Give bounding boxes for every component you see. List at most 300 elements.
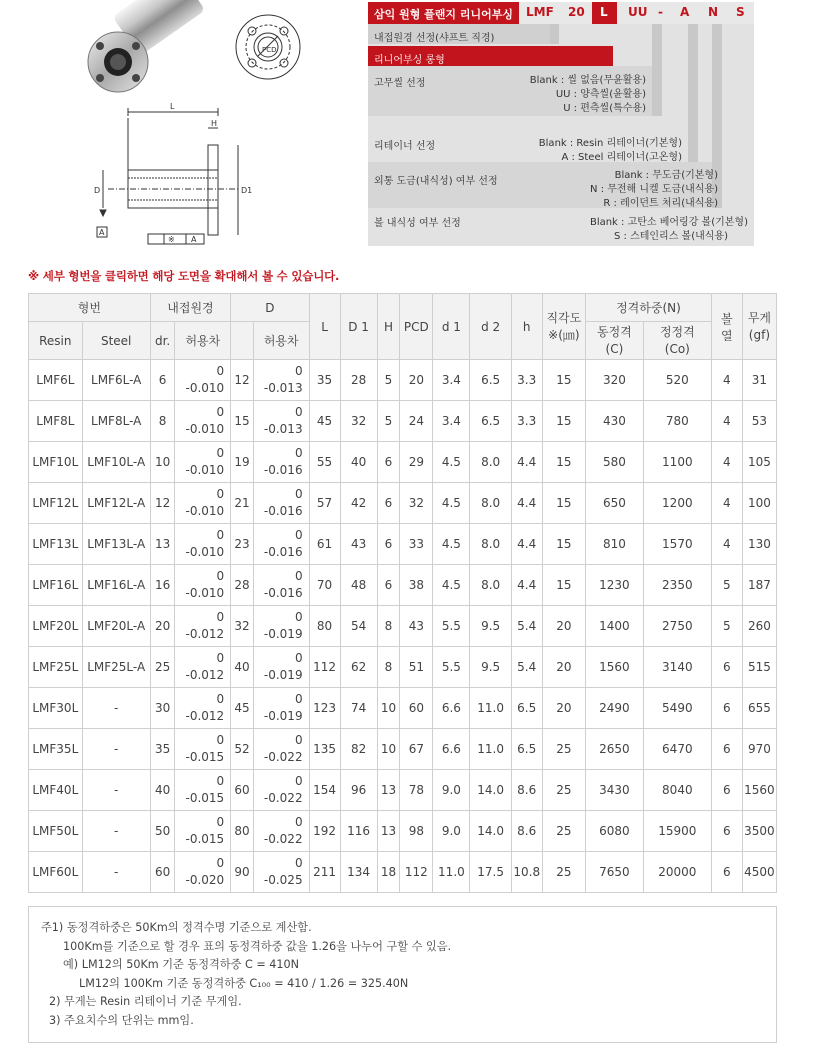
cell-perp: 15 — [542, 401, 585, 442]
model-steel-link[interactable]: - — [82, 770, 150, 811]
cell-balls: 5 — [711, 606, 742, 647]
cell-Co: 6470 — [643, 729, 711, 770]
cell-wt: 4500 — [742, 852, 776, 893]
tolerance-cell — [175, 524, 231, 565]
dim-D1-label: D1 — [241, 186, 253, 195]
tolerance-lower: -0.010 — [185, 586, 225, 600]
header-weight: 무게 (gf) — [742, 294, 776, 360]
cell-balls: 5 — [711, 565, 742, 606]
note-line: 2) 무게는 Resin 리테이너 기준 무게임. — [49, 995, 242, 1008]
cell-Co: 15900 — [643, 811, 711, 852]
cell-L: 192 — [309, 811, 340, 852]
cell-balls: 4 — [711, 442, 742, 483]
tolerance-lower: -0.012 — [185, 627, 225, 641]
table-row — [29, 483, 777, 524]
code-segment-retainer: A — [680, 5, 690, 19]
cell-perp: 15 — [542, 524, 585, 565]
cell-h: 3.3 — [511, 360, 542, 401]
cell-Co: 2750 — [643, 606, 711, 647]
cell-H: 6 — [377, 442, 400, 483]
cell-dr: 6 — [150, 360, 175, 401]
model-steel-link[interactable]: - — [82, 811, 150, 852]
cell-d1: 5.5 — [433, 647, 470, 688]
model-steel-link[interactable]: LMF10L-A — [82, 442, 150, 483]
cell-dr: 16 — [150, 565, 175, 606]
cell-d2: 14.0 — [470, 811, 511, 852]
tolerance-upper: 0 — [294, 610, 303, 624]
model-resin-link[interactable]: LMF12L — [29, 483, 83, 524]
model-resin-link[interactable]: LMF50L — [29, 811, 83, 852]
cell-perp: 15 — [542, 483, 585, 524]
tolerance-cell — [253, 483, 309, 524]
product-header — [0, 0, 814, 255]
header-D-tolerance: 허용차 — [253, 322, 309, 360]
code-separator: - — [658, 5, 663, 19]
cell-perp: 15 — [542, 565, 585, 606]
model-steel-link[interactable]: LMF16L-A — [82, 565, 150, 606]
table-row — [29, 852, 777, 893]
cell-wt: 53 — [742, 401, 776, 442]
cell-h: 10.8 — [511, 852, 542, 893]
cell-D1: 32 — [340, 401, 377, 442]
cell-PCD: 32 — [400, 483, 433, 524]
cell-wt: 1560 — [742, 770, 776, 811]
note-line: 예) LM12의 50Km 기준 동정격하중 C = 410N — [63, 958, 300, 971]
header-D1: D 1 — [340, 294, 377, 360]
tolerance-lower: -0.010 — [185, 463, 225, 477]
model-resin-link[interactable]: LMF8L — [29, 401, 83, 442]
tolerance-cell — [175, 647, 231, 688]
tolerance-lower: -0.010 — [185, 381, 225, 395]
code-option: A : Steel 리테이너(고온형) — [561, 152, 682, 163]
cell-d1: 4.5 — [433, 442, 470, 483]
note-line: 100Km를 기준으로 할 경우 표의 동정격하중 값을 1.26을 나누어 구할 수 있음. — [63, 939, 452, 953]
header-D: D — [231, 294, 309, 322]
cell-D: 45 — [231, 688, 254, 729]
cell-balls: 6 — [711, 688, 742, 729]
tolerance-upper: 0 — [216, 528, 225, 542]
tolerance-lower: -0.016 — [263, 463, 303, 477]
cell-H: 13 — [377, 770, 400, 811]
cell-L: 112 — [309, 647, 340, 688]
code-option: Blank : 고탄소 베어링강 볼(기본형) — [589, 217, 748, 228]
cell-h: 4.4 — [511, 442, 542, 483]
tolerance-lower: -0.020 — [185, 873, 225, 887]
model-resin-link[interactable]: LMF35L — [29, 729, 83, 770]
cell-D: 90 — [231, 852, 254, 893]
cell-Co: 520 — [643, 360, 711, 401]
tolerance-upper: 0 — [294, 651, 303, 665]
tolerance-cell — [175, 565, 231, 606]
cell-PCD: 67 — [400, 729, 433, 770]
cell-perp: 20 — [542, 606, 585, 647]
cell-C: 580 — [586, 442, 644, 483]
header-rated-load: 정격하중(N) — [586, 294, 712, 322]
cell-PCD: 78 — [400, 770, 433, 811]
cell-dr: 12 — [150, 483, 175, 524]
tolerance-lower: -0.022 — [263, 791, 303, 805]
tolerance-lower: -0.015 — [185, 832, 225, 846]
cell-dr: 40 — [150, 770, 175, 811]
tolerance-upper: 0 — [216, 446, 225, 460]
header-dynamic: 동정격 (C) — [586, 322, 644, 360]
cell-D1: 116 — [340, 811, 377, 852]
header-ball-rows: 볼열 — [711, 294, 742, 360]
cell-D1: 42 — [340, 483, 377, 524]
note-line: LM12의 100Km 기준 동정격하중 C₁₀₀ = 410 / 1.26 = 325.40N — [79, 976, 409, 990]
ordering-code-chart — [362, 0, 754, 246]
header-L: L — [309, 294, 340, 360]
tolerance-upper: 0 — [216, 692, 225, 706]
tolerance-lower: -0.016 — [263, 504, 303, 518]
cell-PCD: 112 — [400, 852, 433, 893]
cell-d2: 6.5 — [470, 360, 511, 401]
cell-H: 13 — [377, 811, 400, 852]
cell-d1: 4.5 — [433, 483, 470, 524]
cell-D: 19 — [231, 442, 254, 483]
code-segment-plating: N — [708, 5, 719, 19]
cell-d2: 8.0 — [470, 524, 511, 565]
header-model: 형번 — [29, 294, 151, 322]
cell-C: 6080 — [586, 811, 644, 852]
code-option: N : 무전해 니켈 도금(내식용) — [590, 184, 718, 195]
tolerance-upper: 0 — [216, 651, 225, 665]
cell-H: 10 — [377, 729, 400, 770]
tolerance-cell — [175, 729, 231, 770]
cell-C: 1400 — [586, 606, 644, 647]
header-d1: d 1 — [433, 294, 470, 360]
tolerance-cell — [253, 688, 309, 729]
cell-H: 6 — [377, 483, 400, 524]
product-drawing — [78, 0, 378, 250]
cell-dr: 35 — [150, 729, 175, 770]
cell-H: 8 — [377, 606, 400, 647]
tolerance-upper: 0 — [294, 446, 303, 460]
cell-h: 5.4 — [511, 606, 542, 647]
code-row-label: 리테이너 선정 — [374, 141, 436, 152]
model-steel-link[interactable]: - — [82, 852, 150, 893]
model-steel-link[interactable]: - — [82, 688, 150, 729]
tolerance-lower: -0.019 — [263, 627, 303, 641]
tolerance-lower: -0.012 — [185, 668, 225, 682]
cell-Co: 780 — [643, 401, 711, 442]
table-row — [29, 442, 777, 483]
model-resin-link[interactable]: LMF60L — [29, 852, 83, 893]
cell-D1: 82 — [340, 729, 377, 770]
cell-balls: 6 — [711, 811, 742, 852]
cell-D: 52 — [231, 729, 254, 770]
model-steel-link[interactable]: - — [82, 729, 150, 770]
tolerance-cell — [253, 606, 309, 647]
tolerance-lower: -0.013 — [263, 381, 303, 395]
model-steel-link[interactable]: LMF20L-A — [82, 606, 150, 647]
perp-symbol: ※ — [168, 235, 175, 244]
model-resin-link[interactable]: LMF30L — [29, 688, 83, 729]
model-steel-link[interactable]: LMF12L-A — [82, 483, 150, 524]
cell-dr: 20 — [150, 606, 175, 647]
header-perpendicularity: 직각도 ※(㎛) — [542, 294, 585, 360]
cell-h: 8.6 — [511, 770, 542, 811]
cell-L: 123 — [309, 688, 340, 729]
cell-Co: 5490 — [643, 688, 711, 729]
cell-d1: 6.6 — [433, 729, 470, 770]
model-resin-link[interactable]: LMF10L — [29, 442, 83, 483]
cell-L: 35 — [309, 360, 340, 401]
cell-C: 3430 — [586, 770, 644, 811]
header-h: h — [511, 294, 542, 360]
tolerance-cell — [175, 811, 231, 852]
cell-perp: 15 — [542, 360, 585, 401]
tolerance-cell — [175, 360, 231, 401]
cell-wt: 100 — [742, 483, 776, 524]
tolerance-lower: -0.012 — [185, 709, 225, 723]
code-segment-long: L — [600, 5, 608, 19]
cell-h: 3.3 — [511, 401, 542, 442]
cell-perp: 25 — [542, 852, 585, 893]
tolerance-cell — [253, 852, 309, 893]
cell-wt: 130 — [742, 524, 776, 565]
model-steel-link[interactable]: LMF8L-A — [82, 401, 150, 442]
code-option: Blank : 씰 없음(무윤활용) — [529, 75, 646, 86]
table-row — [29, 565, 777, 606]
cell-d2: 6.5 — [470, 401, 511, 442]
tolerance-cell — [253, 524, 309, 565]
cell-d1: 3.4 — [433, 360, 470, 401]
tolerance-cell — [253, 811, 309, 852]
cell-L: 80 — [309, 606, 340, 647]
cell-D1: 28 — [340, 360, 377, 401]
header-resin: Resin — [29, 322, 83, 360]
tolerance-lower: -0.022 — [263, 750, 303, 764]
cell-perp: 25 — [542, 729, 585, 770]
model-resin-link[interactable]: LMF16L — [29, 565, 83, 606]
tolerance-upper: 0 — [294, 774, 303, 788]
tolerance-lower: -0.019 — [263, 709, 303, 723]
tolerance-upper: 0 — [294, 528, 303, 542]
product-photo — [88, 0, 205, 92]
header-PCD: PCD — [400, 294, 433, 360]
cell-L: 45 — [309, 401, 340, 442]
tolerance-cell — [175, 606, 231, 647]
cell-C: 320 — [586, 360, 644, 401]
table-row — [29, 606, 777, 647]
cell-H: 6 — [377, 565, 400, 606]
cell-PCD: 60 — [400, 688, 433, 729]
dim-L-label: L — [170, 102, 175, 111]
datum-A-label: A — [99, 228, 105, 237]
cell-PCD: 38 — [400, 565, 433, 606]
cell-PCD: 24 — [400, 401, 433, 442]
cell-wt: 970 — [742, 729, 776, 770]
dim-D-label: D — [94, 186, 101, 195]
header-D-blank — [231, 322, 254, 360]
tolerance-cell — [175, 401, 231, 442]
cell-C: 2650 — [586, 729, 644, 770]
cell-wt: 515 — [742, 647, 776, 688]
cell-balls: 4 — [711, 360, 742, 401]
code-option: UU : 양측씰(윤활용) — [555, 89, 646, 100]
cell-d1: 9.0 — [433, 811, 470, 852]
cell-H: 6 — [377, 524, 400, 565]
cell-d1: 4.5 — [433, 565, 470, 606]
tolerance-upper: 0 — [216, 610, 225, 624]
cell-C: 810 — [586, 524, 644, 565]
tolerance-cell — [253, 647, 309, 688]
cell-C: 7650 — [586, 852, 644, 893]
header-d2: d 2 — [470, 294, 511, 360]
cell-perp: 25 — [542, 770, 585, 811]
datum-ref-A: A — [191, 235, 197, 244]
code-option: U : 편측씰(특수용) — [563, 103, 646, 114]
model-resin-link[interactable]: LMF13L — [29, 524, 83, 565]
cell-h: 6.5 — [511, 688, 542, 729]
cell-D: 32 — [231, 606, 254, 647]
cell-d2: 9.5 — [470, 647, 511, 688]
cell-D1: 43 — [340, 524, 377, 565]
cell-D1: 48 — [340, 565, 377, 606]
cell-L: 211 — [309, 852, 340, 893]
model-steel-link[interactable]: LMF13L-A — [82, 524, 150, 565]
table-row — [29, 729, 777, 770]
note-line: 3) 주요치수의 단위는 mm임. — [49, 1013, 194, 1027]
header-inner-dia: 내접원경 — [150, 294, 230, 322]
cell-C: 1560 — [586, 647, 644, 688]
code-row-label: 볼 내식성 여부 선정 — [374, 218, 461, 229]
note-line: 주1) 동정격하중은 50Km의 정격수명 기준으로 계산함. — [41, 921, 312, 934]
model-resin-link[interactable]: LMF25L — [29, 647, 83, 688]
cell-PCD: 43 — [400, 606, 433, 647]
side-view-drawing — [97, 108, 238, 244]
table-row — [29, 360, 777, 401]
cell-D1: 54 — [340, 606, 377, 647]
code-segment-ball: S — [736, 5, 745, 19]
cell-H: 18 — [377, 852, 400, 893]
model-resin-link[interactable]: LMF20L — [29, 606, 83, 647]
cell-h: 5.4 — [511, 647, 542, 688]
cell-h: 6.5 — [511, 729, 542, 770]
table-row — [29, 688, 777, 729]
cell-L: 55 — [309, 442, 340, 483]
cell-wt: 31 — [742, 360, 776, 401]
cell-d1: 5.5 — [433, 606, 470, 647]
table-row — [29, 770, 777, 811]
cell-dr: 25 — [150, 647, 175, 688]
cell-D: 28 — [231, 565, 254, 606]
tolerance-lower: -0.010 — [185, 545, 225, 559]
header-H: H — [377, 294, 400, 360]
code-row-label: 내접원경 선정(샤프트 직경) — [374, 33, 495, 44]
cell-Co: 1570 — [643, 524, 711, 565]
tolerance-cell — [253, 729, 309, 770]
cell-L: 154 — [309, 770, 340, 811]
cell-balls: 4 — [711, 483, 742, 524]
cell-L: 70 — [309, 565, 340, 606]
dim-H-label: H — [211, 119, 218, 128]
cell-C: 1230 — [586, 565, 644, 606]
tolerance-lower: -0.025 — [263, 873, 303, 887]
cell-H: 10 — [377, 688, 400, 729]
tolerance-lower: -0.022 — [263, 832, 303, 846]
cell-D: 23 — [231, 524, 254, 565]
tolerance-lower: -0.016 — [263, 586, 303, 600]
cell-D1: 74 — [340, 688, 377, 729]
cell-wt: 3500 — [742, 811, 776, 852]
cell-wt: 655 — [742, 688, 776, 729]
cell-PCD: 98 — [400, 811, 433, 852]
tolerance-upper: 0 — [294, 733, 303, 747]
cell-dr: 60 — [150, 852, 175, 893]
cell-PCD: 20 — [400, 360, 433, 401]
cell-balls: 6 — [711, 729, 742, 770]
model-steel-link[interactable]: LMF6L-A — [82, 360, 150, 401]
cell-D: 21 — [231, 483, 254, 524]
cell-d2: 11.0 — [470, 729, 511, 770]
cell-PCD: 51 — [400, 647, 433, 688]
cell-H: 5 — [377, 360, 400, 401]
tolerance-cell — [175, 483, 231, 524]
cell-perp: 20 — [542, 647, 585, 688]
code-chart-title: 삼익 원형 플랜지 리니어부싱 — [374, 8, 513, 21]
model-resin-link[interactable]: LMF6L — [29, 360, 83, 401]
cell-dr: 50 — [150, 811, 175, 852]
cell-d2: 17.5 — [470, 852, 511, 893]
cell-d2: 8.0 — [470, 483, 511, 524]
cell-H: 5 — [377, 401, 400, 442]
cell-dr: 8 — [150, 401, 175, 442]
cell-Co: 20000 — [643, 852, 711, 893]
code-row-label: 리니어부싱 롱형 — [374, 55, 445, 66]
model-steel-link[interactable]: LMF25L-A — [82, 647, 150, 688]
tolerance-upper: 0 — [294, 569, 303, 583]
tolerance-lower: -0.010 — [185, 422, 225, 436]
header-dr: dr. — [150, 322, 175, 360]
cell-d2: 14.0 — [470, 770, 511, 811]
cell-Co: 2350 — [643, 565, 711, 606]
cell-balls: 6 — [711, 647, 742, 688]
cell-Co: 8040 — [643, 770, 711, 811]
code-row-label: 외통 도금(내식성) 여부 선정 — [374, 176, 498, 187]
tolerance-lower: -0.013 — [263, 422, 303, 436]
tolerance-cell — [175, 852, 231, 893]
cell-D: 80 — [231, 811, 254, 852]
tolerance-upper: 0 — [294, 487, 303, 501]
tolerance-cell — [253, 401, 309, 442]
header-steel: Steel — [82, 322, 150, 360]
cell-d2: 11.0 — [470, 688, 511, 729]
table-row — [29, 401, 777, 442]
tolerance-cell — [175, 442, 231, 483]
tolerance-upper: 0 — [294, 692, 303, 706]
footnotes — [28, 906, 777, 1043]
cell-H: 8 — [377, 647, 400, 688]
cell-D1: 62 — [340, 647, 377, 688]
cell-d2: 8.0 — [470, 565, 511, 606]
cell-D: 60 — [231, 770, 254, 811]
code-option: S : 스테인리스 볼(내식용) — [614, 231, 728, 242]
cell-PCD: 33 — [400, 524, 433, 565]
cell-D: 12 — [231, 360, 254, 401]
spec-table — [28, 293, 777, 893]
code-row-label: 고무씰 선정 — [374, 78, 426, 89]
code-option: Blank : Resin 리테이너(기본형) — [538, 138, 682, 149]
cell-Co: 1200 — [643, 483, 711, 524]
header-static: 정정격 (Co) — [643, 322, 711, 360]
tolerance-lower: -0.010 — [185, 504, 225, 518]
cell-L: 135 — [309, 729, 340, 770]
code-option: Blank : 무도금(기본형) — [614, 170, 718, 181]
cell-PCD: 29 — [400, 442, 433, 483]
model-resin-link[interactable]: LMF40L — [29, 770, 83, 811]
